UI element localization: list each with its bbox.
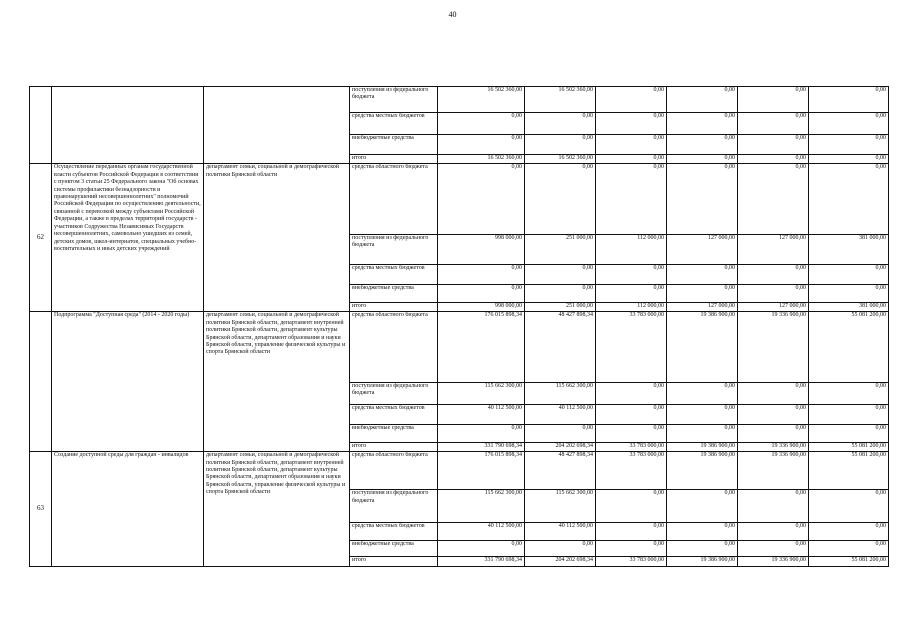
amount-cell: 0,00: [738, 404, 809, 424]
amount-cell: 0,00: [809, 87, 889, 113]
amount-cell: 0,00: [438, 135, 525, 155]
amount-cell: 55 081 200,00: [809, 452, 889, 490]
amount-cell: 127 000,00: [667, 234, 738, 264]
funding-source: итого: [350, 443, 438, 452]
amount-cell: 0,00: [809, 155, 889, 164]
amount-cell: 55 081 200,00: [809, 443, 889, 452]
amount-cell: 40 112 500,00: [525, 522, 596, 540]
amount-cell: 0,00: [667, 135, 738, 155]
amount-cell: 40 112 500,00: [438, 522, 525, 540]
amount-cell: 115 662 300,00: [525, 382, 596, 404]
funding-source: средства областного бюджета: [350, 164, 438, 234]
amount-cell: 0,00: [667, 113, 738, 135]
amount-cell: 0,00: [667, 490, 738, 522]
amount-cell: 0,00: [596, 285, 667, 303]
amount-cell: 0,00: [738, 164, 809, 234]
amount-cell: 16 502 360,00: [525, 87, 596, 113]
amount-cell: 0,00: [596, 113, 667, 135]
budget-row-regional: [30, 164, 889, 234]
amount-cell: 0,00: [667, 404, 738, 424]
executor: [204, 87, 350, 164]
budget-row-federal: [30, 87, 889, 113]
item-number: [30, 87, 52, 164]
amount-cell: 40 112 500,00: [438, 404, 525, 424]
amount-cell: 19 386 900,00: [667, 452, 738, 490]
amount-cell: 19 336 900,00: [738, 443, 809, 452]
funding-source: внебюджетные средства: [350, 135, 438, 155]
amount-cell: 48 427 898,34: [525, 312, 596, 382]
amount-cell: 331 790 698,34: [438, 443, 525, 452]
funding-source: поступления из федерального бюджета: [350, 234, 438, 264]
item-number: 62: [30, 164, 52, 312]
amount-cell: 0,00: [667, 265, 738, 285]
amount-cell: 0,00: [809, 522, 889, 540]
amount-cell: 998 000,00: [438, 234, 525, 264]
amount-cell: 381 000,00: [809, 234, 889, 264]
amount-cell: 48 427 898,34: [525, 452, 596, 490]
amount-cell: 0,00: [809, 490, 889, 522]
amount-cell: 55 081 200,00: [809, 556, 889, 566]
amount-cell: 0,00: [525, 135, 596, 155]
amount-cell: 0,00: [738, 285, 809, 303]
amount-cell: 0,00: [596, 522, 667, 540]
amount-cell: 0,00: [809, 540, 889, 556]
amount-cell: 0,00: [667, 522, 738, 540]
amount-cell: 0,00: [809, 425, 889, 443]
amount-cell: 0,00: [738, 522, 809, 540]
amount-cell: 127 000,00: [667, 303, 738, 312]
amount-cell: 127 000,00: [738, 234, 809, 264]
executor: департамент семьи, социальной и демографической политики Брянской области, департамент внутренней политики Брянской области, департамент культуры Брянской области, департамент образования и науки Брянской области, управление физической культуры и спорта Брянской области: [204, 312, 350, 452]
amount-cell: 0,00: [667, 155, 738, 164]
amount-cell: 0,00: [525, 113, 596, 135]
amount-cell: 0,00: [438, 164, 525, 234]
amount-cell: 0,00: [809, 404, 889, 424]
executor: департамент семьи, социальной и демографической политики Брянской области, департамент внутренней политики Брянской области, департамент культуры Брянской области, департамент образования и науки Брянской области, управление физической культуры и спорта Брянской области: [204, 452, 350, 567]
amount-cell: 176 015 898,34: [438, 452, 525, 490]
amount-cell: 19 336 900,00: [738, 556, 809, 566]
budget-row-regional: [30, 312, 889, 382]
amount-cell: 33 783 000,00: [596, 312, 667, 382]
page-number: 40: [448, 10, 457, 19]
amount-cell: 19 386 900,00: [667, 312, 738, 382]
amount-cell: 0,00: [525, 285, 596, 303]
amount-cell: 0,00: [738, 382, 809, 404]
amount-cell: 55 081 200,00: [809, 312, 889, 382]
funding-source: поступления из федерального бюджета: [350, 382, 438, 404]
amount-cell: 0,00: [738, 540, 809, 556]
funding-source: средства областного бюджета: [350, 452, 438, 490]
budget-table: [29, 86, 889, 567]
amount-cell: 0,00: [809, 265, 889, 285]
amount-cell: 112 000,00: [596, 303, 667, 312]
amount-cell: 40 112 500,00: [525, 404, 596, 424]
amount-cell: 16 502 360,00: [438, 155, 525, 164]
amount-cell: 0,00: [596, 404, 667, 424]
amount-cell: 176 015 898,34: [438, 312, 525, 382]
amount-cell: 19 336 900,00: [738, 312, 809, 382]
item-number: [30, 312, 52, 452]
amount-cell: 0,00: [596, 87, 667, 113]
amount-cell: 251 000,00: [525, 303, 596, 312]
amount-cell: 0,00: [738, 135, 809, 155]
funding-source: внебюджетные средства: [350, 425, 438, 443]
amount-cell: 19 336 900,00: [738, 452, 809, 490]
amount-cell: 381 000,00: [809, 303, 889, 312]
funding-source: средства областного бюджета: [350, 312, 438, 382]
amount-cell: 0,00: [809, 382, 889, 404]
amount-cell: 0,00: [809, 135, 889, 155]
executor: департамент семьи, социальной и демографической политики Брянской области: [204, 164, 350, 312]
amount-cell: 998 000,00: [438, 303, 525, 312]
funding-source: итого: [350, 556, 438, 566]
amount-cell: 0,00: [738, 265, 809, 285]
amount-cell: 331 790 698,34: [438, 556, 525, 566]
amount-cell: 0,00: [738, 490, 809, 522]
amount-cell: 0,00: [525, 265, 596, 285]
amount-cell: 0,00: [667, 540, 738, 556]
amount-cell: 0,00: [438, 540, 525, 556]
amount-cell: 115 662 300,00: [438, 490, 525, 522]
amount-cell: 127 000,00: [738, 303, 809, 312]
amount-cell: 0,00: [438, 113, 525, 135]
amount-cell: 204 202 698,34: [525, 443, 596, 452]
amount-cell: 0,00: [438, 285, 525, 303]
amount-cell: 115 662 300,00: [438, 382, 525, 404]
amount-cell: 19 386 900,00: [667, 556, 738, 566]
amount-cell: 16 502 360,00: [438, 87, 525, 113]
amount-cell: 0,00: [596, 382, 667, 404]
amount-cell: 0,00: [596, 540, 667, 556]
item-name: Осуществление переданных органам государственной власти субъектов Российской Федерации в соответствии с пунктом 3 статьи 25 Федерального закона "Об основах системы профилактики безнадзорности и правонарушений несовершеннолетних" полномочий Российской Федерации по осуществлению деятельности, связанной с перевозкой между субъектами Российской Федерации, а также в пределах территорий государств - участников Содружества Независимых Государств несовершеннолетних, самовольно ушедших из семей, детских домов, школ-интернатов, специальных учебно-воспитательных и иных детских учреждений: [52, 164, 204, 312]
funding-source: средства местных бюджетов: [350, 113, 438, 135]
amount-cell: 33 783 000,00: [596, 556, 667, 566]
amount-cell: 0,00: [738, 155, 809, 164]
funding-source: поступления из федерального бюджета: [350, 87, 438, 113]
amount-cell: 0,00: [738, 113, 809, 135]
amount-cell: 0,00: [525, 164, 596, 234]
amount-cell: 115 662 300,00: [525, 490, 596, 522]
amount-cell: 0,00: [596, 155, 667, 164]
amount-cell: 0,00: [667, 285, 738, 303]
amount-cell: 0,00: [525, 425, 596, 443]
funding-source: внебюджетные средства: [350, 540, 438, 556]
amount-cell: 33 783 000,00: [596, 452, 667, 490]
amount-cell: 0,00: [596, 164, 667, 234]
amount-cell: 251 000,00: [525, 234, 596, 264]
amount-cell: 0,00: [667, 164, 738, 234]
amount-cell: 0,00: [667, 87, 738, 113]
amount-cell: 19 386 900,00: [667, 443, 738, 452]
budget-table-body: [30, 87, 889, 567]
amount-cell: 0,00: [596, 135, 667, 155]
amount-cell: 0,00: [738, 425, 809, 443]
funding-source: средства местных бюджетов: [350, 522, 438, 540]
amount-cell: 204 202 698,34: [525, 556, 596, 566]
amount-cell: 0,00: [809, 285, 889, 303]
amount-cell: 0,00: [525, 540, 596, 556]
funding-source: средства местных бюджетов: [350, 265, 438, 285]
amount-cell: 16 502 360,00: [525, 155, 596, 164]
amount-cell: 0,00: [809, 164, 889, 234]
funding-source: поступления из федерального бюджета: [350, 490, 438, 522]
amount-cell: 33 783 000,00: [596, 443, 667, 452]
amount-cell: 0,00: [596, 490, 667, 522]
amount-cell: 0,00: [667, 382, 738, 404]
funding-source: итого: [350, 303, 438, 312]
amount-cell: 0,00: [438, 265, 525, 285]
amount-cell: 0,00: [438, 425, 525, 443]
item-name: [52, 87, 204, 164]
item-number: 63: [30, 452, 52, 567]
amount-cell: 0,00: [738, 87, 809, 113]
funding-source: итого: [350, 155, 438, 164]
budget-row-regional: [30, 452, 889, 490]
item-name: Создание доступной среды для граждан - инвалидов: [52, 452, 204, 567]
amount-cell: 0,00: [596, 425, 667, 443]
item-name: Подпрограмма "Доступная среда" (2014 - 2020 годы): [52, 312, 204, 452]
amount-cell: 0,00: [667, 425, 738, 443]
funding-source: средства местных бюджетов: [350, 404, 438, 424]
amount-cell: 112 000,00: [596, 234, 667, 264]
amount-cell: 0,00: [596, 265, 667, 285]
amount-cell: 0,00: [809, 113, 889, 135]
funding-source: внебюджетные средства: [350, 285, 438, 303]
